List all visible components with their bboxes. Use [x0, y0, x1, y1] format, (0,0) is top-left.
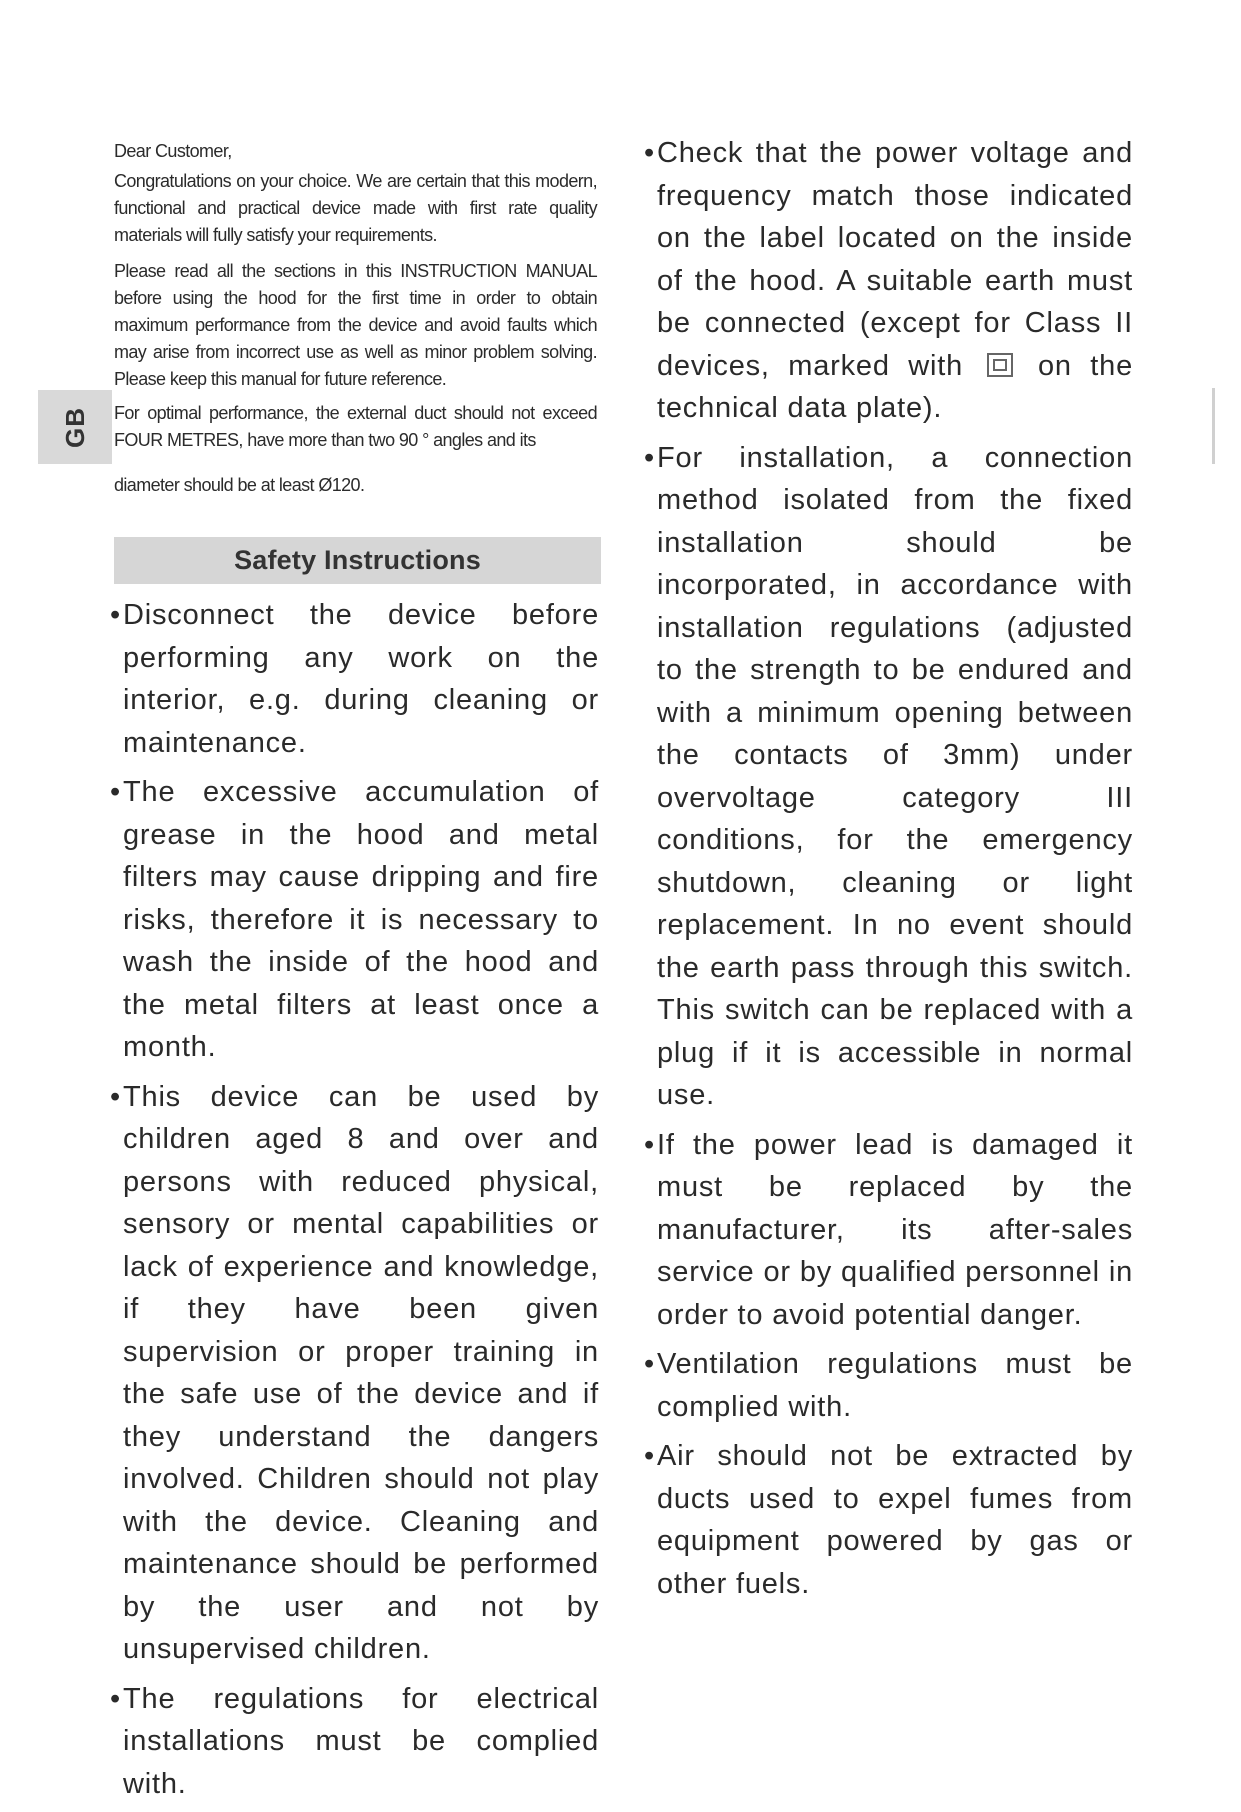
list-item-power-check [648, 132, 1133, 430]
language-label: GB [59, 406, 90, 448]
list-item: • For installation, a connection method isolated from the fixed installation should be incorporated, in accordance with installation regulations (adjusted to the strength to be endured and with a minimum opening between the contacts of 3mm) under overvoltage category III conditions, for the emergency shutdown, cleaning or light replacement. In no event should the earth pass through this switch. This switch can be replaced with a plug if it is accessible in normal use. [648, 437, 1133, 1117]
congratulations-paragraph [114, 168, 597, 249]
list-item: • Air should not be extracted by ducts used to expel fumes from equipment powered by gas or other fuels. [648, 1435, 1133, 1605]
list-item: • The regulations for electrical installations must be complied with. [114, 1678, 599, 1806]
power-check-text-end: on the technical data plate). [657, 349, 1134, 424]
read-manual-text: Please read all the sections in this INSTRUCTION MANUAL before using the hood for the first time in order to obtain maximum performance from the device and avoid faults which may arise from incorrect use as well as minor problem solving. Please keep this manual for future reference. [114, 261, 597, 389]
list-item: • This device can be used by children aged 8 and over and persons with reduced physical, sensory or mental capabilities or lack of experience and knowledge, if they have been given supervision or proper training in the safe use of the device and if they understand the dangers involved. Children should not play with the device. Cleaning and maintenance should be performed by the user and not by unsupervised children. [114, 1076, 599, 1671]
congratulations-text: Congratulations on your choice. We are certain that this modern, functional and practical device made with first rate quality materials will fully satisfy your requirements. [114, 171, 597, 245]
list-item: • Ventilation regulations must be complied with. [648, 1343, 1133, 1428]
diameter-paragraph [114, 472, 597, 499]
greeting [114, 138, 597, 165]
list-item: • Disconnect the device before performing any work on the interior, e.g. during cleaning or maintenance. [114, 594, 599, 764]
page-edge-marker [1212, 388, 1215, 464]
duct-text: For optimal performance, the external duct should not exceed FOUR METRES, have more than two 90 ° angles and its [114, 403, 597, 450]
diameter-text: diameter should be at least Ø120. [114, 475, 365, 495]
duct-paragraph [114, 400, 597, 454]
section-header [114, 537, 601, 584]
list-item: • If the power lead is damaged it must be replaced by the manufacturer, its after-sales service or by qualified personnel in order to avoid potential danger. [648, 1124, 1133, 1337]
list-item: • The excessive accumulation of grease in the hood and metal filters may cause dripping and fire risks, therefore it is necessary to wash the inside of the hood and the metal filters at least once a month. [114, 771, 599, 1069]
language-tab [38, 390, 112, 464]
section-title: Safety Instructions [234, 545, 481, 575]
class-ii-icon [987, 353, 1013, 377]
read-manual-paragraph [114, 258, 597, 393]
right-bullet-list [648, 132, 1133, 1612]
greeting-text: Dear Customer, [114, 141, 232, 161]
left-bullet-list [114, 594, 599, 1812]
power-check-text: Check that the power voltage and frequency match those indicated on the label located on the inside of the hood. A suitable earth must be connected (except for Class II devices, marked with [657, 137, 1133, 382]
